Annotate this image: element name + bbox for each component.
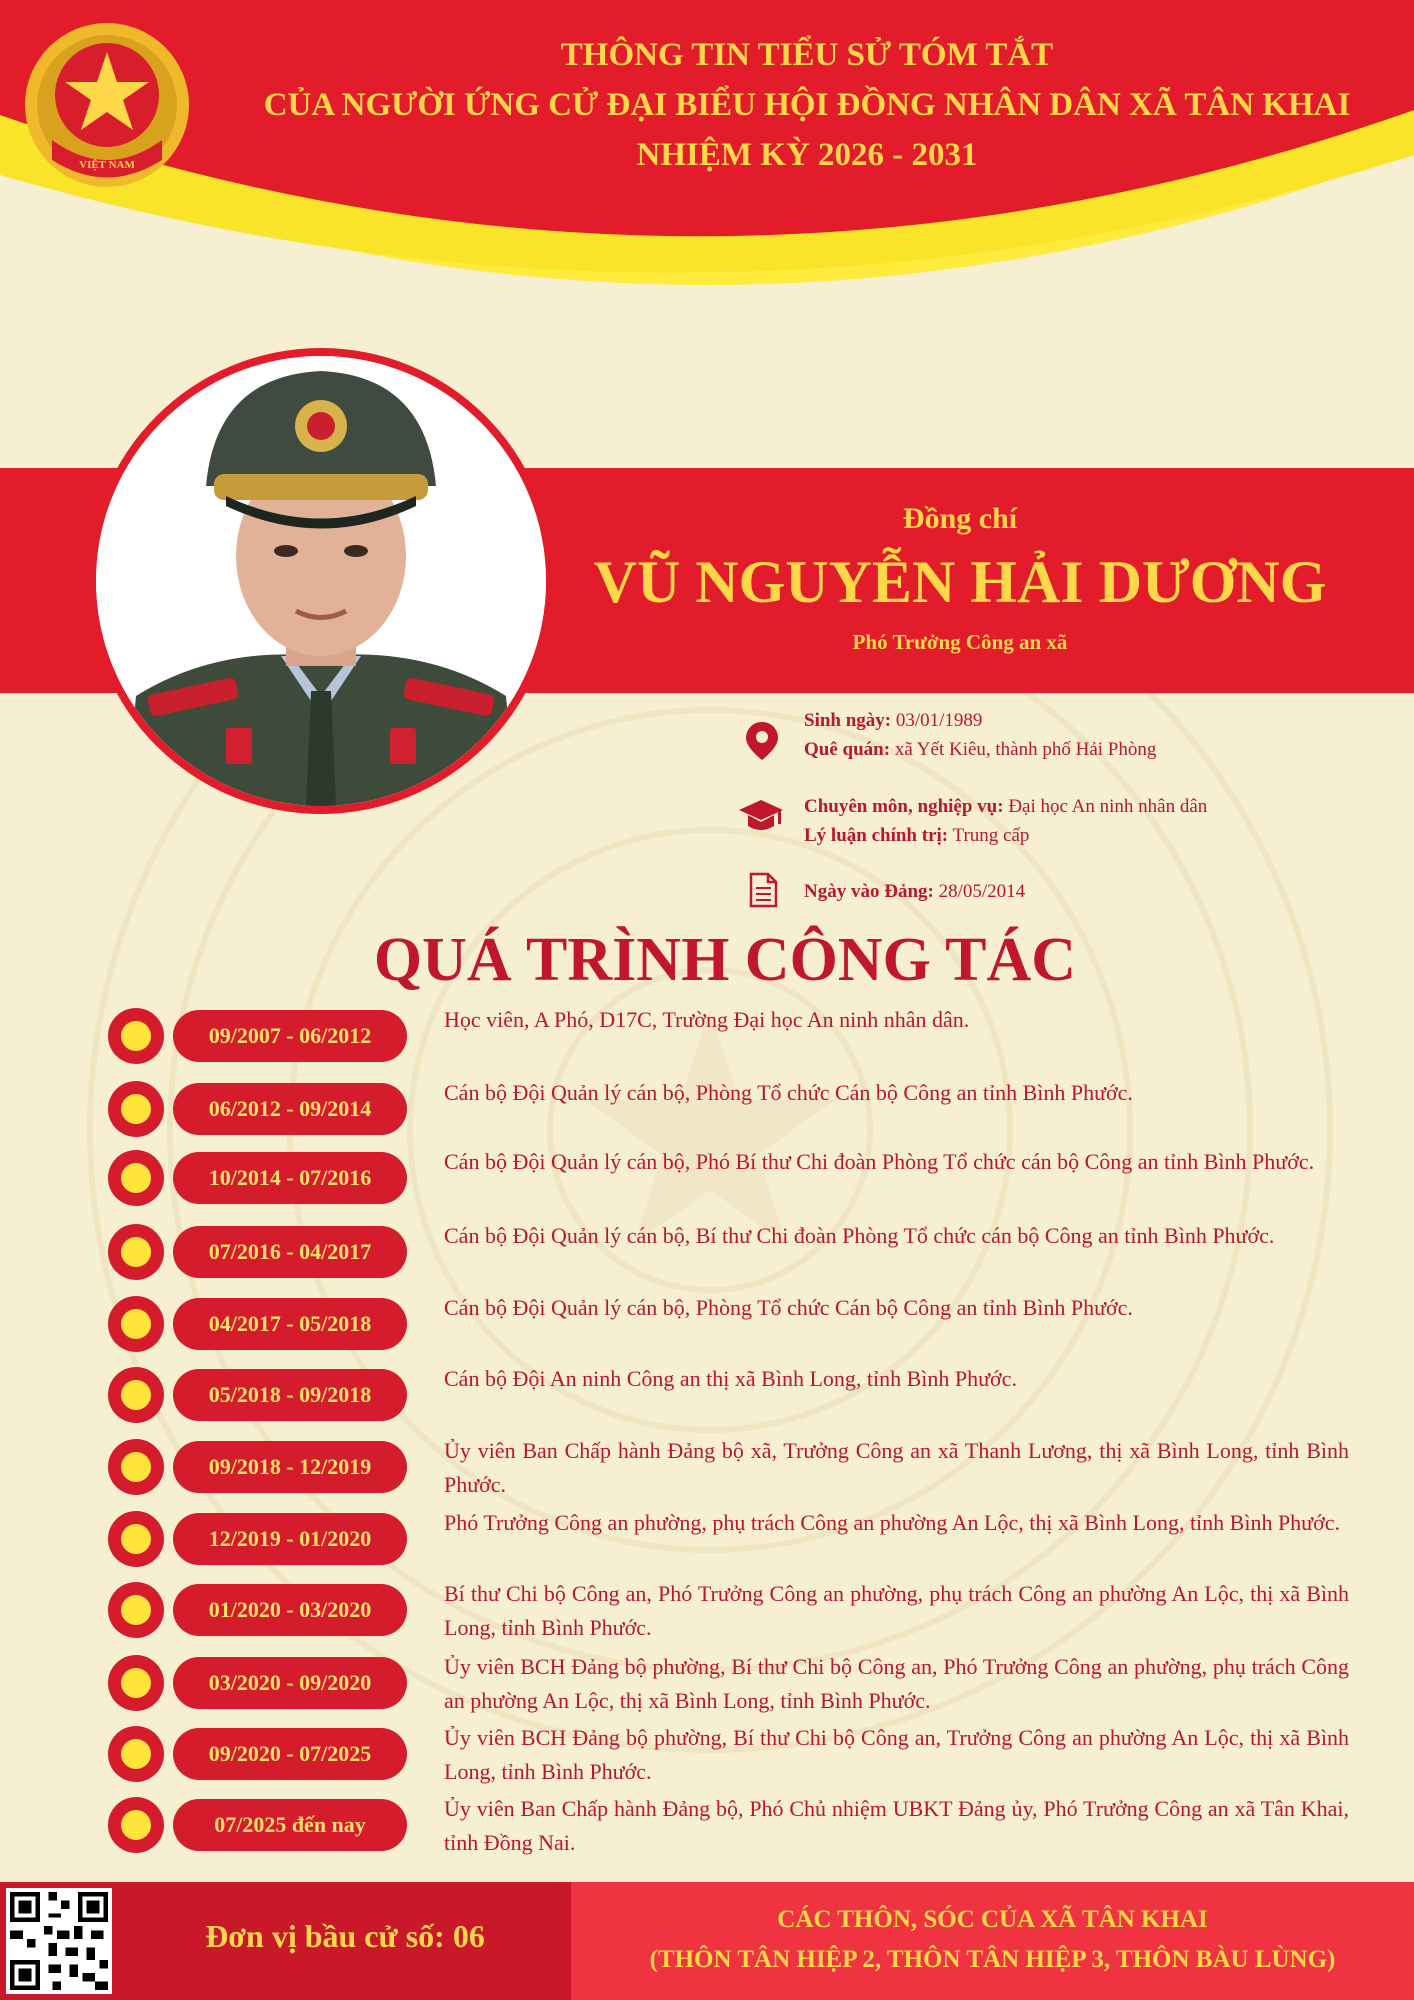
personal-info (804, 706, 1156, 764)
timeline-bullet-icon (108, 1797, 164, 1853)
timeline-period: 04/2017 - 05/2018 (173, 1298, 407, 1350)
document-icon (748, 872, 778, 908)
timeline-bullet-icon (108, 1511, 164, 1567)
timeline-row (0, 1008, 1414, 1068)
hometown-label: Quê quán: (804, 739, 891, 760)
timeline-row (0, 1511, 1414, 1571)
timeline-bullet-icon (108, 1008, 164, 1064)
timeline-period: 05/2018 - 09/2018 (173, 1369, 407, 1421)
political-value: Trung cấp (952, 825, 1030, 846)
timeline-row (0, 1296, 1414, 1356)
page-title (200, 30, 1414, 180)
birth-label: Sinh ngày: (804, 710, 892, 731)
portrait-illustration (96, 356, 546, 806)
national-emblem-icon (22, 20, 192, 190)
timeline-bullet-icon (108, 1296, 164, 1352)
timeline-period: 06/2012 - 09/2014 (173, 1083, 407, 1135)
villages-title: CÁC THÔN, SÓC CỦA XÃ TÂN KHAI (777, 1906, 1208, 1933)
party-label: Ngày vào Đảng: (804, 881, 934, 902)
timeline-row (0, 1582, 1414, 1642)
title-line-3: NHIỆM KỲ 2026 - 2031 (636, 137, 978, 173)
salutation: Đồng chí (902, 502, 1018, 535)
timeline-row (0, 1224, 1414, 1284)
timeline-period: 07/2016 - 04/2017 (173, 1226, 407, 1278)
timeline-row (0, 1150, 1414, 1210)
timeline-description: Cán bộ Đội Quản lý cán bộ, Phòng Tổ chức Cán bộ Công an tỉnh Bình Phước. (444, 1080, 1133, 1105)
timeline-row (0, 1367, 1414, 1427)
timeline-description: Cán bộ Đội Quản lý cán bộ, Phòng Tổ chức Cán bộ Công an tỉnh Bình Phước. (444, 1295, 1133, 1320)
location-pin-icon (742, 720, 782, 762)
timeline-description: Phó Trưởng Công an phường, phụ trách Công an phường An Lộc, thị xã Bình Long, tỉnh Bình Phước. (444, 1510, 1341, 1535)
timeline-bullet-icon (108, 1081, 164, 1137)
timeline-row (0, 1797, 1414, 1857)
candidate-position: Phó Trưởng Công an xã (852, 630, 1068, 654)
timeline-period: 09/2007 - 06/2012 (173, 1010, 407, 1062)
timeline-period: 01/2020 - 03/2020 (173, 1584, 407, 1636)
timeline-description: Bí thư Chi bộ Công an, Phó Trưởng Công an phường, phụ trách Công an phường An Lộc, thị xã Bình Long, tỉnh Bình Phước. (444, 1581, 1349, 1640)
party-info (804, 877, 1025, 906)
candidate-name: VŨ NGUYỄN HẢI DƯƠNG (593, 549, 1327, 615)
timeline-period: 03/2020 - 09/2020 (173, 1657, 407, 1709)
election-unit: Đơn vị bầu cử số: 06 (205, 1918, 485, 1954)
timeline-bullet-icon (108, 1224, 164, 1280)
villages-info (571, 1900, 1414, 1980)
timeline-description: Cán bộ Đội Quản lý cán bộ, Phó Bí thư Chi đoàn Phòng Tổ chức cán bộ Công an tỉnh Bình Phước. (444, 1149, 1315, 1174)
hometown-value: xã Yết Kiêu, thành phố Hải Phòng (894, 739, 1157, 760)
title-line-2: CỦA NGƯỜI ỨNG CỬ ĐẠI BIỂU HỘI ĐỒNG NHÂN DÂN XÃ TÂN KHAI (263, 87, 1351, 123)
timeline-bullet-icon (108, 1367, 164, 1423)
timeline-bullet-icon (108, 1655, 164, 1711)
timeline-period: 09/2018 - 12/2019 (173, 1441, 407, 1493)
specialty-label: Chuyên môn, nghiệp vụ: (804, 796, 1004, 817)
timeline-description: Học viên, A Phó, D17C, Trường Đại học An ninh nhân dân. (444, 1007, 970, 1032)
specialty-value: Đại học An ninh nhân dân (1008, 796, 1208, 817)
education-info (804, 792, 1207, 850)
timeline-description: Ủy viên BCH Đảng bộ phường, Bí thư Chi bộ Công an, Trưởng Công an phường An Lộc, thị xã Bình Long, tỉnh Bình Phước. (444, 1725, 1349, 1784)
candidate-portrait (96, 356, 546, 806)
timeline-bullet-icon (108, 1150, 164, 1206)
timeline-description: Cán bộ Đội An ninh Công an thị xã Bình Long, tỉnh Bình Phước. (444, 1366, 1017, 1391)
political-label: Lý luận chính trị: (804, 825, 949, 846)
party-value: 28/05/2014 (938, 881, 1026, 902)
timeline-period: 09/2020 - 07/2025 (173, 1728, 407, 1780)
birth-value: 03/01/1989 (895, 710, 983, 731)
qr-code-icon (6, 1888, 112, 1994)
timeline-description: Ủy viên BCH Đảng bộ phường, Bí thư Chi bộ Công an, Phó Trưởng Công an phường, phụ trách Công an phường An Lộc, thị xã Bình Long, tỉnh Bình Phước. (444, 1654, 1349, 1713)
timeline-description: Ủy viên Ban Chấp hành Đảng bộ xã, Trưởng Công an xã Thanh Lương, thị xã Bình Long, tỉnh Bình Phước. (444, 1438, 1349, 1497)
timeline-bullet-icon (108, 1439, 164, 1495)
timeline-row (0, 1439, 1414, 1499)
timeline-bullet-icon (108, 1726, 164, 1782)
timeline-period: 10/2014 - 07/2016 (173, 1152, 407, 1204)
timeline-description: Cán bộ Đội Quản lý cán bộ, Bí thư Chi đoàn Phòng Tổ chức cán bộ Công an tỉnh Bình Phước. (444, 1223, 1275, 1248)
timeline-bullet-icon (108, 1582, 164, 1638)
work-history-title: QUÁ TRÌNH CÔNG TÁC (373, 926, 1077, 994)
timeline-row (0, 1081, 1414, 1141)
graduation-cap-icon (738, 798, 784, 834)
title-line-1: THÔNG TIN TIỂU SỬ TÓM TẮT (560, 37, 1054, 73)
emblem-text: VIỆT NAM (79, 159, 135, 171)
timeline-row (0, 1655, 1414, 1715)
timeline-description: Ủy viên Ban Chấp hành Đảng bộ, Phó Chủ nhiệm UBKT Đảng ủy, Phó Trưởng Công an xã Tân Khai, tỉnh Đồng Nai. (444, 1796, 1349, 1855)
villages-list: (THÔN TÂN HIỆP 2, THÔN TÂN HIỆP 3, THÔN BÀU LÙNG) (649, 1946, 1336, 1973)
timeline-period: 12/2019 - 01/2020 (173, 1513, 407, 1565)
timeline-row (0, 1726, 1414, 1786)
timeline-period: 07/2025 đến nay (173, 1799, 407, 1851)
